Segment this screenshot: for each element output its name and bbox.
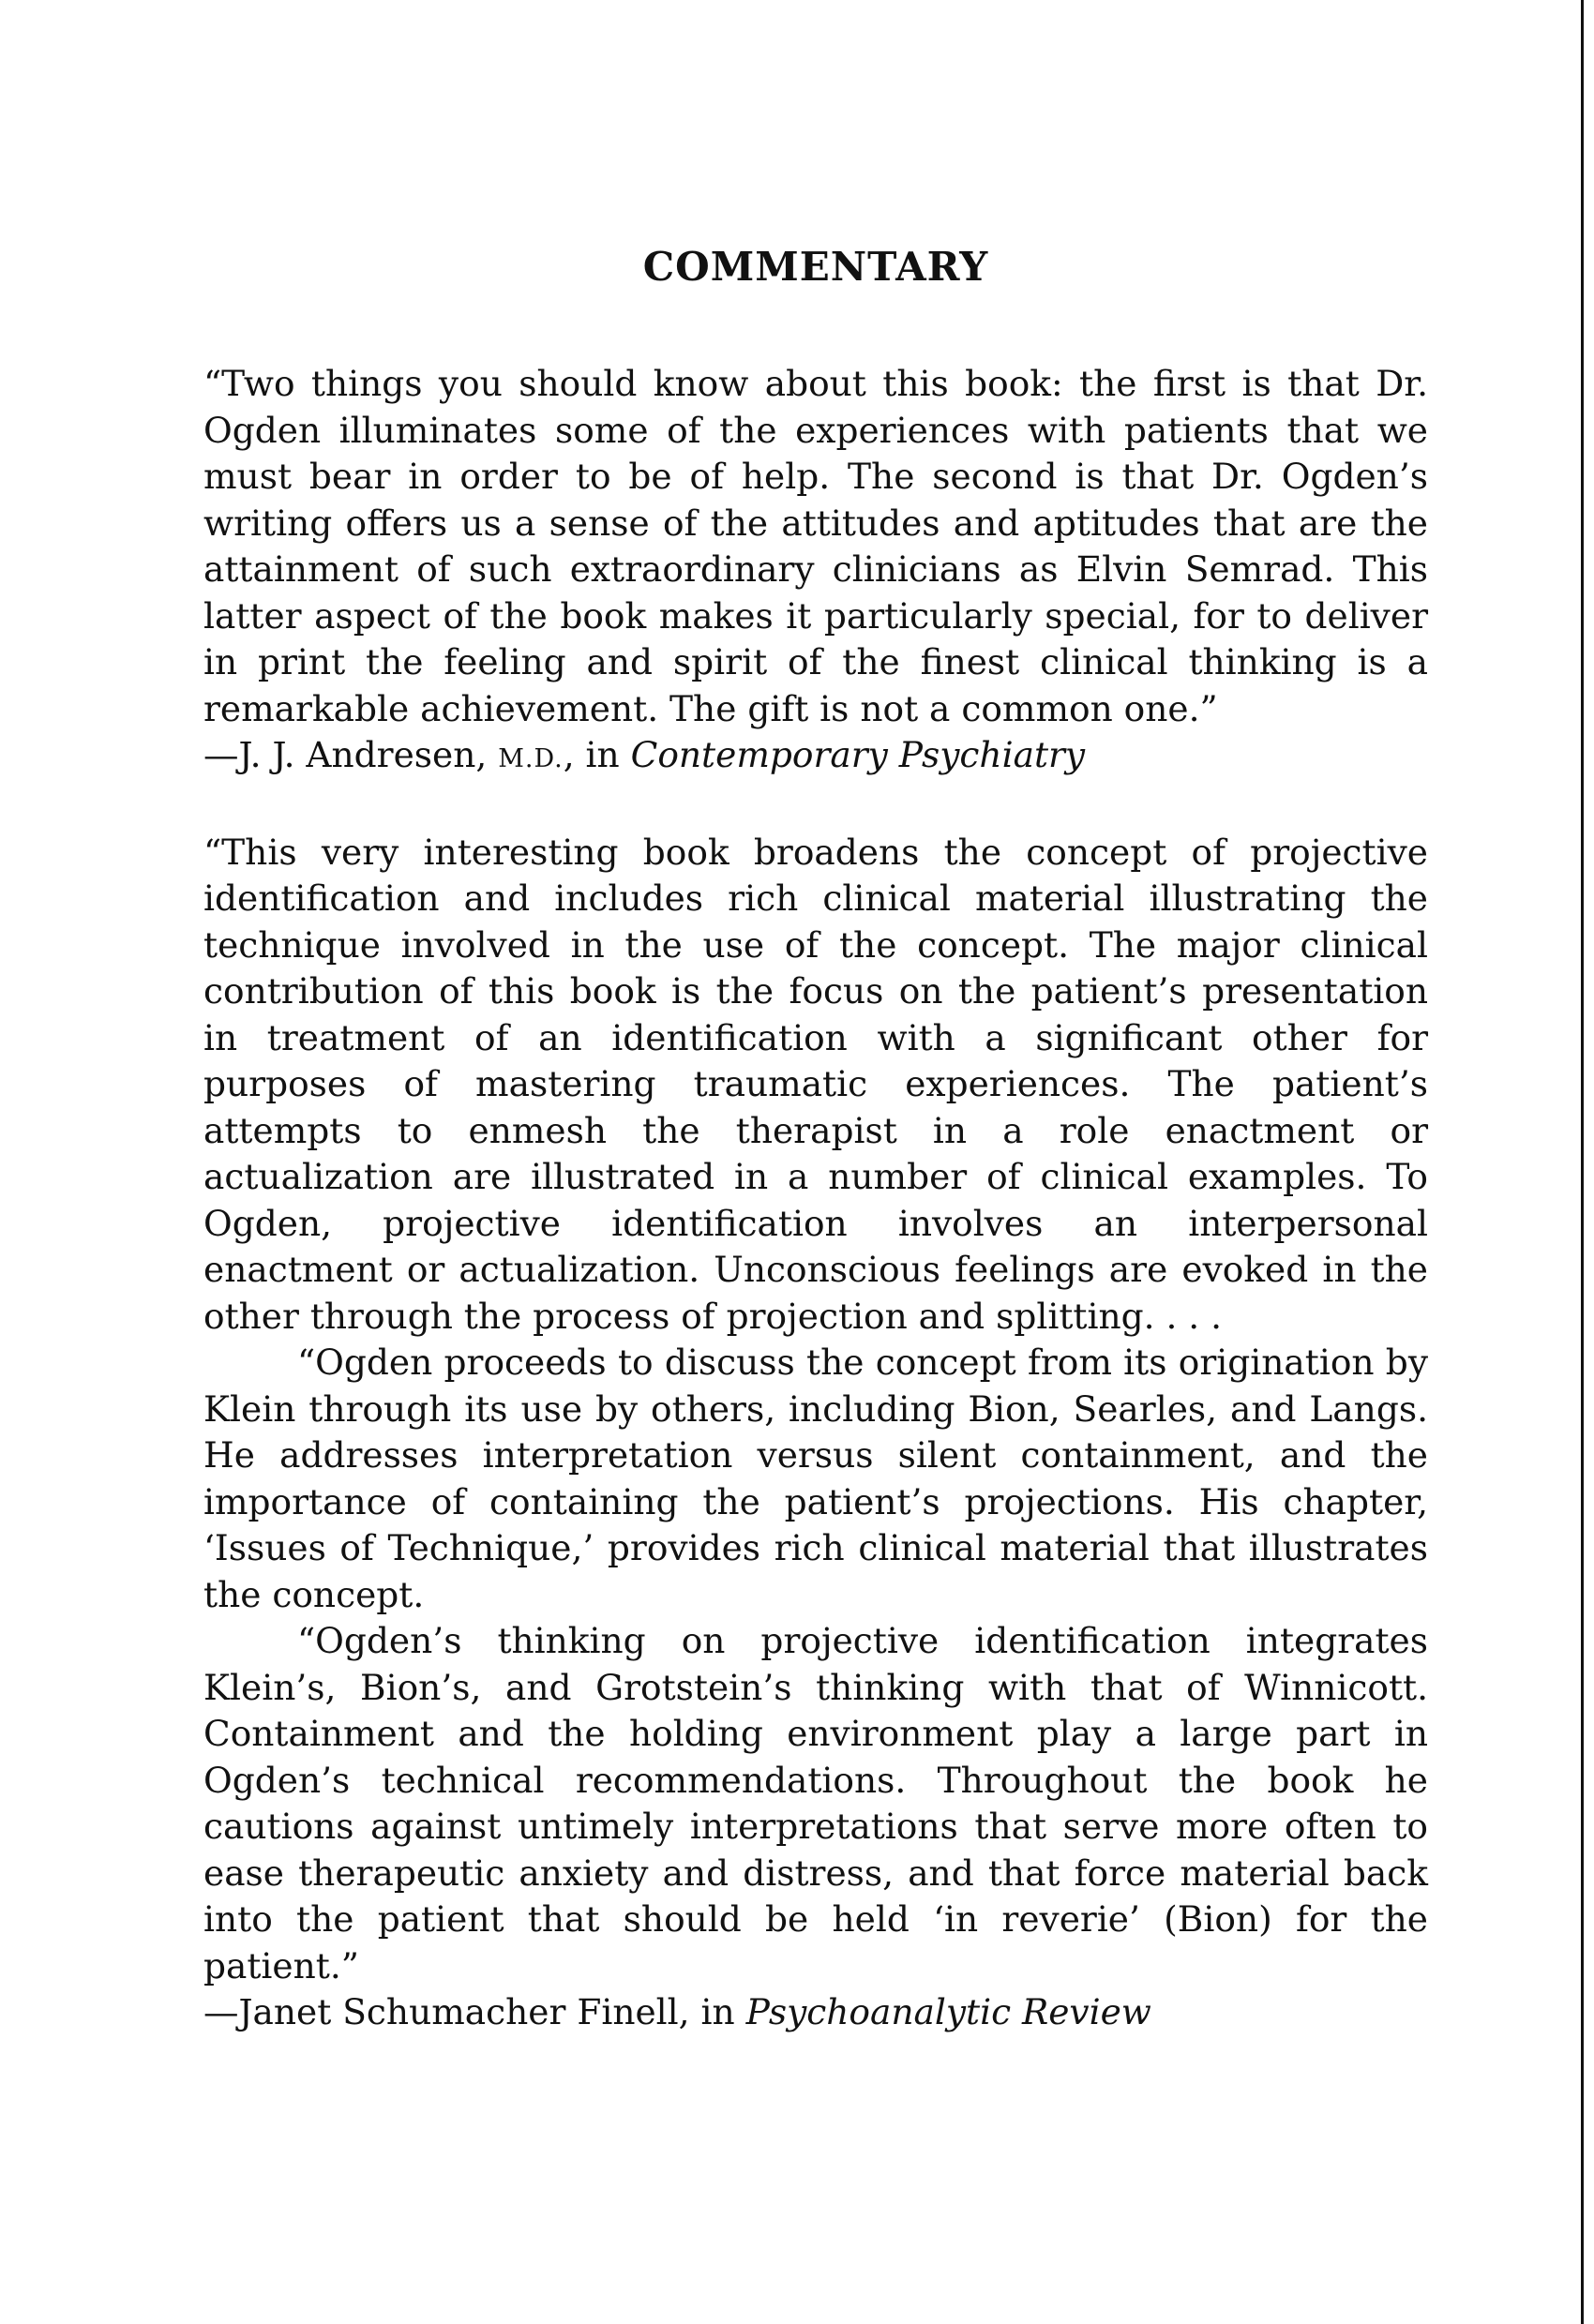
page-content: [203, 244, 1428, 2036]
review-paragraph: “Ogden proceeds to discuss the concept from its origination by Klein through its use by others, including Bion, Searles, and Langs. He addresses interpretation versus silent containment, and the importance of containing the patient’s projections. His chapter, ‘Issues of Technique,’ provides rich clinical material that illustrates the concept.: [203, 1342, 1428, 1615]
review-attribution: [203, 732, 1428, 783]
page-title: COMMENTARY: [642, 244, 989, 290]
attribution-source: Contemporary Psychiatry: [630, 734, 1086, 775]
review-andresen: [203, 361, 1428, 783]
attribution-author: —J. J. Andresen,: [203, 734, 488, 775]
review-paragraph: “This very interesting book broadens the concept of projective identification and includes rich clinical material illustrating the technique involved in the use of the concept. The major clinical contribution of this book is the focus on the patient’s presentation in treatment of an identification with a significant other for purposes of mastering traumatic experiences. The patient’s attempts to enmesh the therapist in a role enactment or actualization are illustrated in a number of clinical examples. To Ogden, projective identification involves an interpersonal enactment or actualization. Unconscious feelings are evoked in the other through the process of projection and splitting. . . .: [203, 831, 1428, 1337]
review-finell: [203, 830, 1428, 2036]
scan-edge-line: [1581, 0, 1584, 2324]
review-attribution: [203, 1989, 1428, 2036]
attribution-in: , in: [563, 734, 620, 775]
attribution-source: Psychoanalytic Review: [745, 1991, 1151, 2032]
review-paragraph: “Two things you should know about this book: the first is that Dr. Ogden illuminates some of the experiences with patients that we must bear in order to be of help. The second is that Dr. Ogden’s writing offers us a sense of the attitudes and aptitudes that are the attainment of such extraordinary clinicians as Elvin Semrad. This latter aspect of the book makes it particularly special, for to deliver in print the feeling and spirit of the finest clinical thinking is a remarkable achievement. The gift is not a common one.”: [203, 363, 1428, 729]
attribution-author: —Janet Schumacher Finell, in: [203, 1991, 735, 2032]
review-paragraph: “Ogden’s thinking on projective identification integrates Klein’s, Bion’s, and Grotstein’s thinking with that of Winnicott. Containment and the holding environment play a large part in Ogden’s technical recommendations. Throughout the book he cautions against untimely interpretations that serve more often to ease therapeutic anxiety and distress, and that force material back into the patient that should be held ‘in reverie’ (Bion) for the patient.”: [203, 1620, 1428, 1987]
attribution-credential: M.D.: [498, 744, 564, 773]
